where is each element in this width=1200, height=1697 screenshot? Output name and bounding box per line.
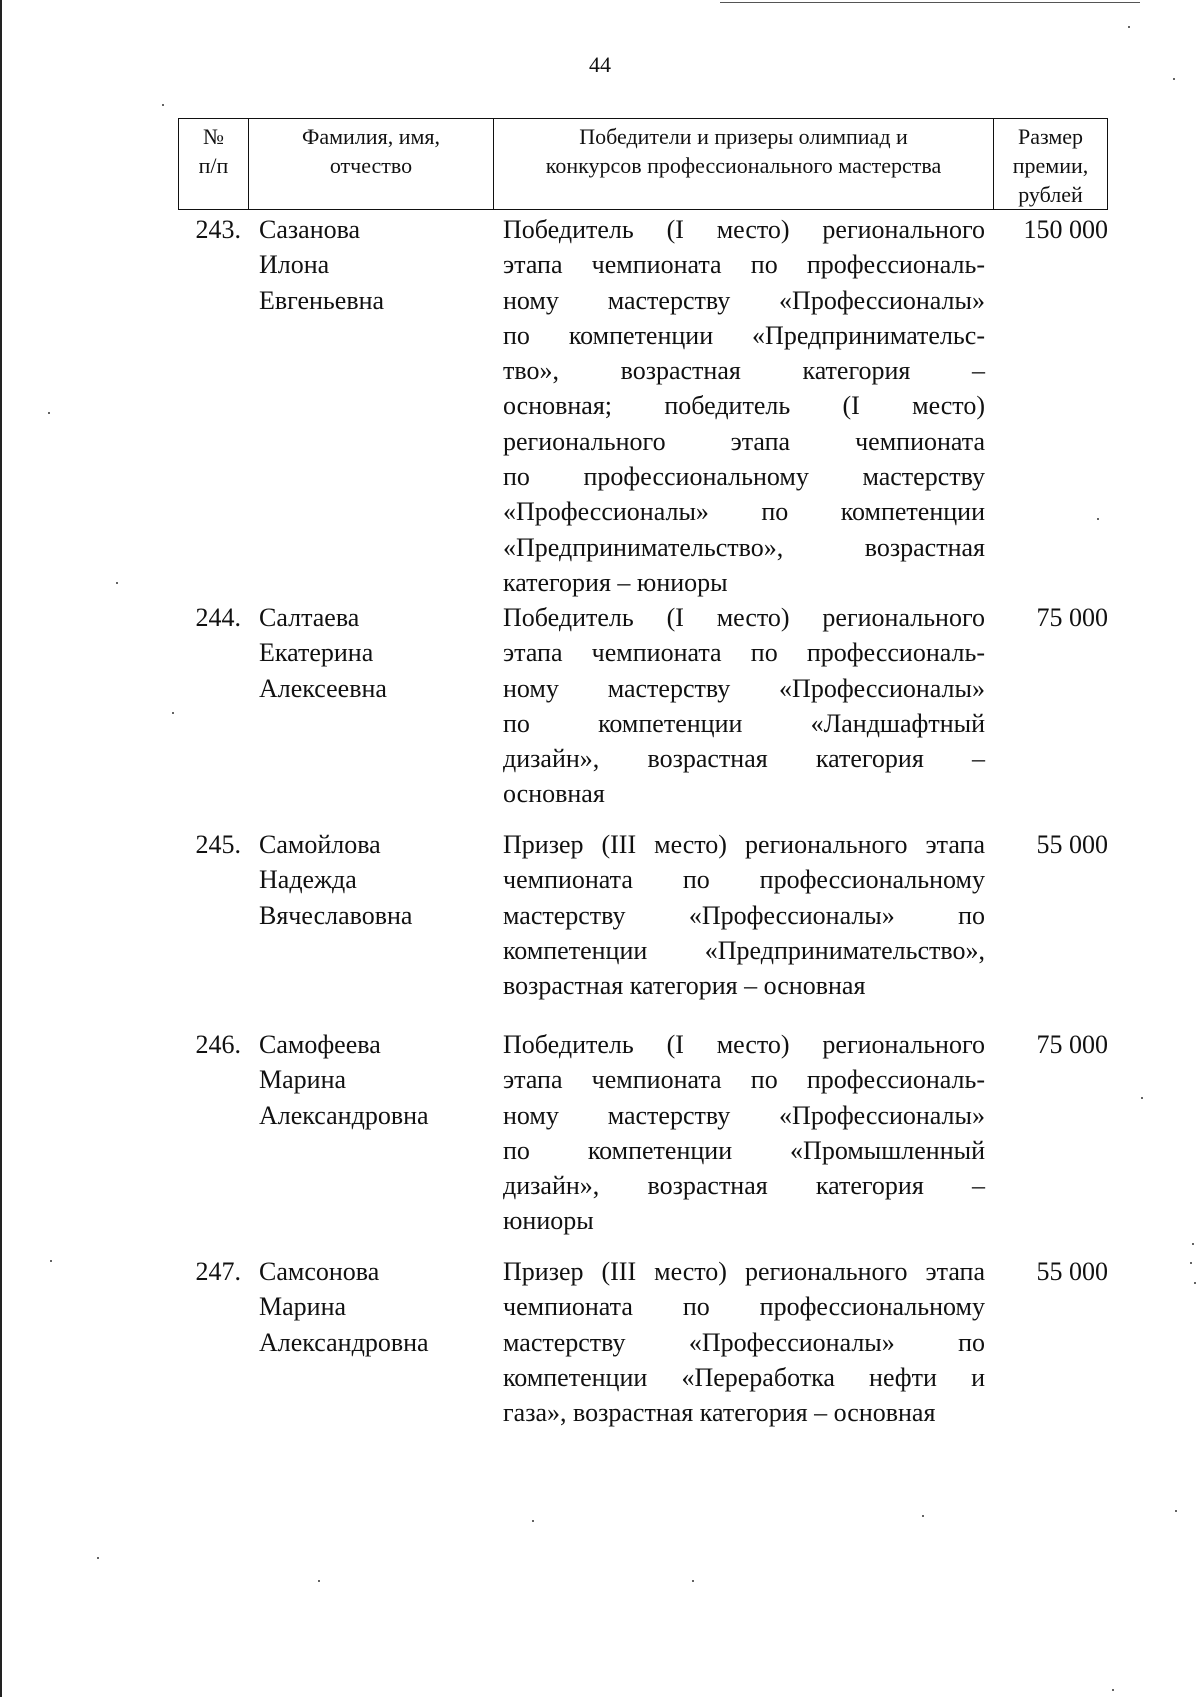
scan-speck xyxy=(1128,26,1130,28)
row-number: 243. xyxy=(195,215,241,244)
header-amount: Размер премии, рублей xyxy=(1012,124,1089,207)
award-description xyxy=(503,600,985,812)
header-name: Фамилия, имя, отчество xyxy=(249,119,494,209)
scan-speck xyxy=(1141,1097,1143,1099)
award-amount: 55 000 xyxy=(1036,1257,1108,1286)
description-line: «Профессионалы» по компетенции xyxy=(503,497,985,527)
person-name: Салтаева Екатерина Алексеевна xyxy=(259,603,387,703)
scan-speck xyxy=(48,412,50,414)
scan-speck xyxy=(162,104,164,106)
scan-speck xyxy=(50,1260,52,1262)
description-line: дизайн», возрастная категория – xyxy=(503,1171,985,1201)
description-line: по компетенции «Предпринимательс- xyxy=(503,320,985,350)
header-num: № п/п xyxy=(179,119,249,209)
award-description xyxy=(503,1254,985,1430)
person-name: Самсонова Марина Александровна xyxy=(259,1257,429,1357)
award-amount: 55 000 xyxy=(1036,830,1108,859)
person-name: Сазанова Илона Евгеньевна xyxy=(259,215,385,315)
scan-speck xyxy=(97,1557,99,1559)
description-line: юниоры xyxy=(503,1206,594,1236)
scan-speck xyxy=(1097,518,1099,520)
table-header xyxy=(178,118,1108,210)
description-line: основная xyxy=(503,779,605,809)
description-line: ному мастерству «Профессионалы» xyxy=(503,285,985,315)
row-number: 246. xyxy=(195,1030,241,1059)
scan-speck xyxy=(1194,1282,1196,1284)
scan-speck xyxy=(692,1580,694,1582)
description-line: по компетенции «Ландшафтный xyxy=(503,708,985,738)
description-line: чемпионата по профессиональному xyxy=(503,865,985,895)
scan-speck xyxy=(116,582,118,584)
description-line: мастерству «Профессионалы» по xyxy=(503,900,985,930)
description-line: Призер (III место) регионального этапа xyxy=(503,830,985,859)
description-line: этапа чемпионата по профессиональ- xyxy=(503,1065,985,1095)
award-description xyxy=(503,827,985,1003)
description-line: «Предпринимательство», возрастная xyxy=(503,532,985,562)
description-line: мастерству «Профессионалы» по xyxy=(503,1327,985,1357)
description-line: Победитель (I место) регионального xyxy=(503,603,985,632)
description-line: по профессиональному мастерству xyxy=(503,462,985,492)
description-line: дизайн», возрастная категория – xyxy=(503,744,985,774)
row-number: 245. xyxy=(195,830,241,859)
header-description: Победители и призеры олимпиад и конкурсов профессионального мастерства xyxy=(494,119,994,209)
description-line: компетенции «Переработка нефти и xyxy=(503,1362,985,1392)
description-line: основная; победитель (I место) xyxy=(503,391,985,421)
scan-speck xyxy=(1173,78,1175,80)
person-name: Самофеева Марина Александровна xyxy=(259,1030,429,1130)
scan-edge xyxy=(0,0,2,1697)
description-line: категория – юниоры xyxy=(503,567,728,597)
description-line: этапа чемпионата по профессиональ- xyxy=(503,250,985,280)
description-line: ному мастерству «Профессионалы» xyxy=(503,673,985,703)
scan-speck xyxy=(532,1520,534,1522)
description-line: чемпионата по профессиональному xyxy=(503,1292,985,1322)
person-name: Самойлова Надежда Вячеславовна xyxy=(259,830,413,930)
scan-speck xyxy=(1175,1510,1177,1512)
description-line: тво», возрастная категория – xyxy=(503,356,985,386)
description-line: возрастная категория – основная xyxy=(503,971,866,1001)
description-line: этапа чемпионата по профессиональ- xyxy=(503,638,985,668)
scan-speck xyxy=(922,1515,924,1517)
description-line: компетенции «Предпринимательство», xyxy=(503,935,985,965)
page-number: 44 xyxy=(589,52,611,77)
award-amount: 75 000 xyxy=(1036,1030,1108,1059)
scan-speck xyxy=(1112,1689,1114,1691)
scan-speck xyxy=(172,712,174,714)
description-line: Победитель (I место) регионального xyxy=(503,1030,985,1059)
scan-speck xyxy=(1192,1243,1194,1245)
description-line: газа», возрастная категория – основная xyxy=(503,1398,936,1428)
description-line: регионального этапа чемпионата xyxy=(503,426,985,456)
row-number: 244. xyxy=(195,603,241,632)
description-line: Призер (III место) регионального этапа xyxy=(503,1257,985,1286)
description-line: по компетенции «Промышленный xyxy=(503,1135,985,1165)
award-amount: 150 000 xyxy=(1023,215,1108,244)
description-line: ному мастерству «Профессионалы» xyxy=(503,1100,985,1130)
award-description xyxy=(503,1027,985,1239)
award-description xyxy=(503,212,985,600)
scan-speck xyxy=(1190,1262,1192,1264)
award-amount: 75 000 xyxy=(1036,603,1108,632)
scan-line xyxy=(720,2,1140,3)
row-number: 247. xyxy=(195,1257,241,1286)
description-line: Победитель (I место) регионального xyxy=(503,215,985,244)
scan-speck xyxy=(318,1580,320,1582)
